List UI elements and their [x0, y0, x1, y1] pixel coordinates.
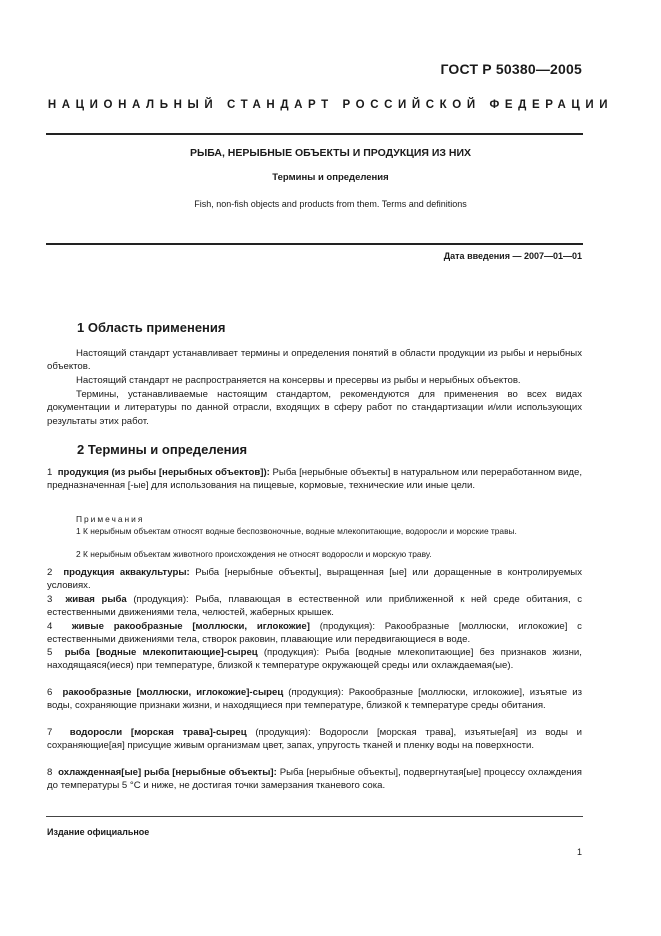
term-number: 5 — [47, 647, 53, 658]
term-entry — [47, 726, 582, 753]
term-number: 2 — [47, 567, 53, 578]
title-divider — [46, 243, 583, 245]
term-qualifier: (продукция): — [257, 647, 320, 658]
notes-heading: Примечания — [76, 514, 145, 524]
term-name: водоросли [морская трава]-сырец — [69, 727, 247, 738]
term-entry — [47, 593, 582, 620]
term-definition: Рыба [нерыбные объекты] в натуральном или переработанном виде, предназначенная [-ые] для использования на пищевые, кормовые, технические или иные цели. — [47, 467, 582, 492]
national-standard-heading: НАЦИОНАЛЬНЫЙ СТАНДАРТ РОССИЙСКОЙ ФЕДЕРАЦИИ — [47, 99, 614, 111]
term-name: рыба [водные млекопитающие]-сырец — [64, 647, 258, 658]
page-number: 1 — [576, 847, 582, 857]
term-number: 8 — [47, 767, 53, 778]
section-2-heading: 2 Термины и определения — [77, 442, 248, 457]
term-qualifier: (продукция): — [283, 687, 344, 698]
term-name: охлажденная[ые] рыба [нерыбные объекты]: — [58, 767, 277, 778]
section-1-paragraph: Настоящий стандарт устанавливает термины и определения понятий в области продукции из рыбы и нерыбных объектов. — [47, 348, 582, 373]
section-1-paragraph: Настоящий стандарт не распространяется на консервы и пресервы из рыбы и нерыбных объектов. — [76, 375, 521, 386]
term-definition: Ракообразные [моллюски, иглокожие], изъятые из воды, сохраняющие признаки жизни, и находящиеся при температуре, близкой к температуре среды обитания. — [47, 687, 582, 712]
term-entry — [47, 646, 582, 673]
term-entry — [47, 686, 582, 713]
note-item: 2 К нерыбным объектам животного происхождения не относят водоросли и морскую траву. — [76, 549, 432, 559]
term-definition: Рыба [водные млекопитающие] без признаков жизни, находящаяся(иеся) при температуре, близкой к температуре окружающей среды или охлаждаемая(ые). — [47, 647, 582, 672]
term-name: продукция аквакультуры: — [63, 567, 190, 578]
term-definition: Рыба, плавающая в естественной или приближенной к ней среде обитания, с естественными движениями тела, челюстей, жаберных крышек. — [47, 594, 582, 619]
term-qualifier: (продукция): — [126, 594, 189, 605]
term-number: 6 — [47, 687, 53, 698]
note-item: 1 К нерыбным объектам относят водные беспозвоночные, водные млекопитающие, водоросли и морские травы. — [76, 526, 517, 536]
term-qualifier: (продукция): — [309, 621, 376, 632]
term-number: 1 — [47, 467, 53, 478]
term-definition: Ракообразные [моллюски, иглокожие] с естественными движениями тела, створок раковин, плавающие или передвигающиеся в воде. — [47, 621, 582, 646]
date-of-introduction: Дата введения — 2007—01—01 — [443, 251, 582, 261]
header-divider — [46, 133, 583, 135]
document-subtitle: Термины и определения — [272, 172, 389, 183]
document-title: РЫБА, НЕРЫБНЫЕ ОБЪЕКТЫ И ПРОДУКЦИЯ ИЗ НИХ — [189, 147, 472, 159]
term-entry — [47, 620, 582, 647]
term-qualifier: (продукция): — [246, 727, 311, 738]
term-entry — [47, 766, 582, 793]
document-title-english: Fish, non-fish objects and products from them. Terms and definitions — [194, 199, 467, 209]
term-entry — [47, 566, 582, 593]
term-name: живая рыба — [65, 594, 127, 605]
term-number: 7 — [47, 727, 53, 738]
term-entry — [47, 466, 582, 493]
term-name: живые ракообразные [моллюски, иглокожие] — [71, 621, 310, 632]
term-name: ракообразные [моллюски, иглокожие]-сырец — [62, 687, 284, 698]
official-edition-label: Издание официальное — [47, 827, 150, 837]
term-definition: Водоросли [морская трава], изъятые[ая] из воды и сохраняющие[ая] присущие живым организмам цвет, запах, упругость тканей и пленку воды на поверхности. — [47, 727, 582, 752]
footer-divider — [46, 816, 583, 817]
section-1-paragraph: Термины, устанавливаемые настоящим стандартом, рекомендуются для применения во всех видах документации и литературы по данной отрасли, входящих в сферу работ по стандартизации и/или использующих результаты этих работ. — [47, 389, 582, 427]
term-definition: Рыба [нерыбные объекты], подвергнутая[ые] процессу охлаждения до температуры 5 °С и ниже, не достигая точки замерзания тканевого сока. — [47, 767, 582, 792]
term-number: 4 — [47, 621, 53, 632]
term-name: продукция (из рыбы [нерыбных объектов]): — [57, 467, 270, 478]
section-1-heading: 1 Область применения — [77, 320, 226, 335]
term-number: 3 — [47, 594, 53, 605]
term-definition: Рыба [нерыбные объекты], выращенная [ые] или доращенные в контролируемых условиях. — [47, 567, 582, 592]
gost-code: ГОСТ Р 50380—2005 — [440, 61, 582, 77]
